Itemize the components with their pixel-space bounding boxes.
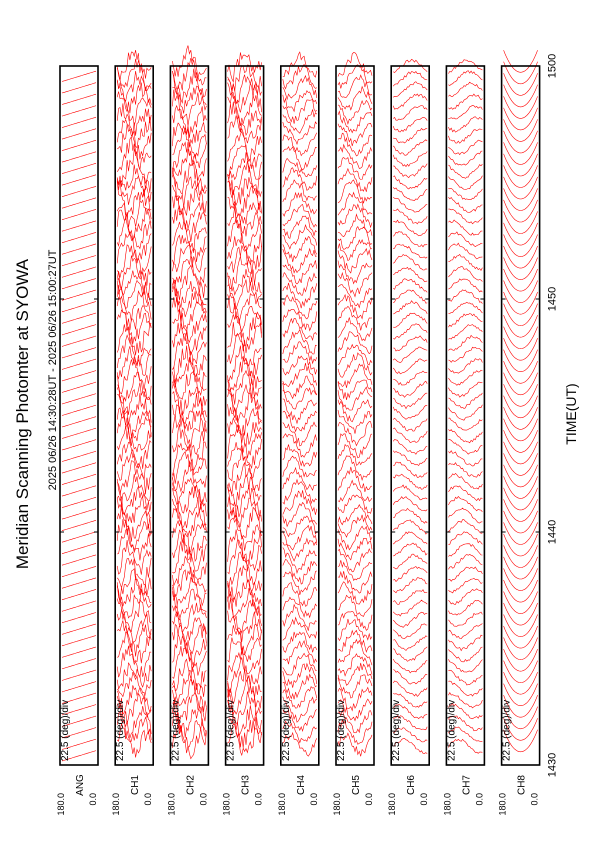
x-tick-label: 1430 [546, 752, 559, 778]
y-tick-label-min: 0.0 [253, 793, 264, 806]
y-tick-label-min: 0.0 [419, 793, 430, 806]
y-tick-label-min: 0.0 [143, 793, 154, 806]
y-tick-label-max: 180.0 [56, 793, 66, 816]
y-tick-label-min: 0.0 [308, 793, 319, 806]
y-tick-label-max: 180.0 [111, 793, 122, 816]
scale-label: 22.5 (deg)/div [115, 699, 127, 761]
x-axis-label: TIME(UT) [563, 383, 579, 445]
y-tick-label-min: 0.0 [88, 793, 98, 806]
scale-label: 22.5 (deg)/div [60, 699, 71, 761]
time-range-label: 2025 06/26 14:30:28UT - 2025 06/26 15:00:27UT [47, 249, 59, 491]
channel-label: CH3 [240, 774, 252, 796]
y-tick-label-max: 180.0 [497, 793, 508, 816]
channel-label: ANG [75, 774, 86, 796]
chart-title: Meridian Scanning Photomter at SYOWA [13, 258, 32, 570]
channel-label: CH2 [185, 774, 197, 796]
channel-label: CH5 [351, 774, 362, 796]
x-tick-label: 1450 [546, 286, 559, 312]
scale-label: 22.5 (deg)/div [446, 699, 458, 761]
scale-label: 22.5 (deg)/div [391, 699, 403, 761]
channel-label: CH6 [406, 774, 418, 796]
y-tick-label-min: 0.0 [364, 793, 374, 806]
y-tick-label-min: 0.0 [529, 793, 540, 806]
y-tick-label-min: 0.0 [198, 793, 209, 806]
y-tick-label-max: 180.0 [166, 793, 177, 816]
y-tick-label-max: 180.0 [442, 793, 453, 816]
scale-label: 22.5 (deg)/div [336, 699, 347, 761]
scale-label: 22.5 (deg)/div [225, 699, 237, 761]
channel-label: CH8 [516, 774, 528, 796]
channel-label: CH7 [461, 774, 473, 796]
channel-label: CH4 [295, 774, 307, 796]
scale-label: 22.5 (deg)/div [170, 699, 182, 761]
x-tick-label: 1440 [546, 519, 559, 545]
scale-label: 22.5 (deg)/div [501, 699, 513, 761]
y-tick-label-max: 180.0 [332, 793, 342, 816]
x-tick-label: 1500 [546, 53, 559, 79]
y-tick-label-min: 0.0 [474, 793, 485, 806]
scale-label: 22.5 (deg)/div [280, 699, 292, 761]
channel-label: CH1 [130, 774, 142, 796]
y-tick-label-max: 180.0 [221, 793, 232, 816]
y-tick-label-max: 180.0 [276, 793, 287, 816]
y-tick-label-max: 180.0 [387, 793, 398, 816]
